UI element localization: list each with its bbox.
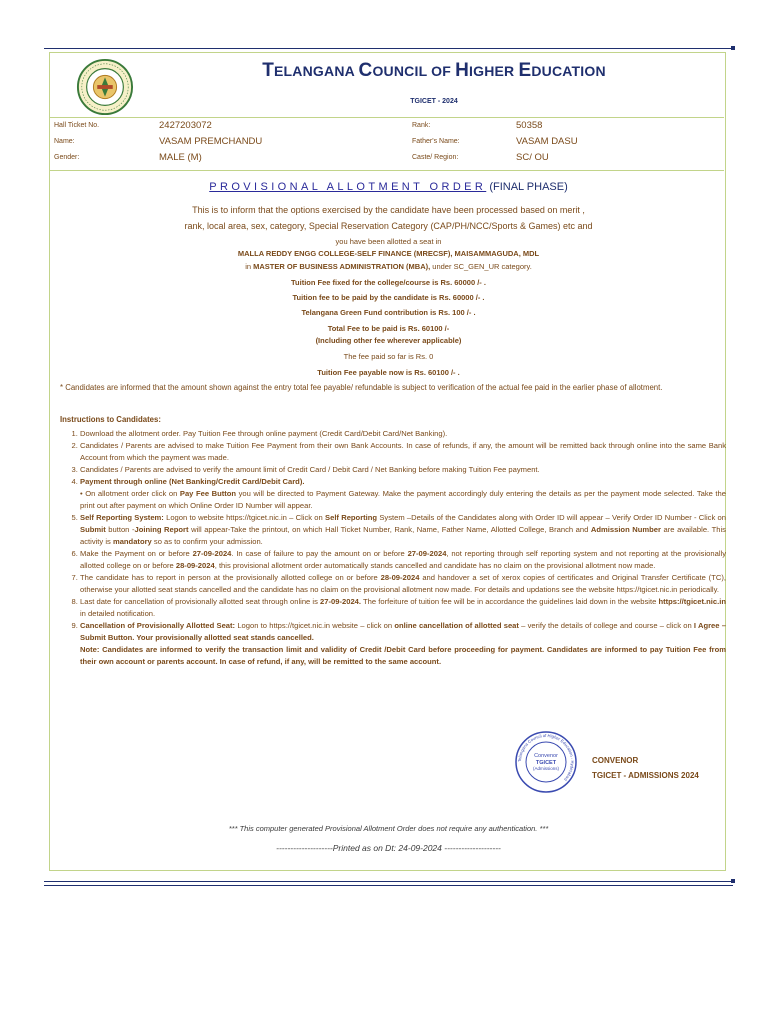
info-row xyxy=(50,118,724,134)
allotment-order-page xyxy=(44,48,733,882)
page-title: TELANGANA COUNCIL OF HIGHER EDUCATION xyxy=(262,60,606,81)
gender-value: MALE (M) xyxy=(159,152,202,163)
top-rule xyxy=(44,48,733,49)
verification-note: * Candidates are informed that the amount shown against the entry total fee payable/ refundable is subject to verification of the actual fee paid in the earlier phase of allotment. xyxy=(60,383,663,392)
course-line xyxy=(44,262,733,271)
name-label: Name: xyxy=(54,138,75,145)
svg-text:(Admissions): (Admissions) xyxy=(532,766,560,771)
svg-text:Telangana Council of Higher Ed: Telangana Council of Higher Education - Hyderabad xyxy=(516,732,576,783)
instruction-item: 2. Candidates / Parents are advised to make Tuition Fee Payment from their own Bank Accounts. In case of refunds, if any, the amount will be remitted back through online into the same Bank Account from which the payment was made. xyxy=(80,440,726,464)
info-row xyxy=(50,150,724,166)
authentication-note: *** This computer generated Provisional Allotment Order does not require any authentication. *** xyxy=(228,824,549,833)
candidate-info-table xyxy=(50,117,724,171)
course-name: MASTER OF BUSINESS ADMINISTRATION (MBA), xyxy=(253,262,431,271)
instruction-item: 5. Self Reporting System: Logon to website https://tgicet.nic.in – Click on Self Reporting System –Details of the Candidates along with Order ID will appear – Verify Order ID Number - Click on Submit button -Joining Report will appear-Take the printout, on which Hall Ticket Number, Rank, Name, Father Name, Allotted College, Branch and Admission Number are available. This activity is mandatory so as to confirm your admission. xyxy=(80,512,726,548)
printed-date: --------------------Printed as on Dt: 24-09-2024 -------------------- xyxy=(276,843,501,853)
instruction-item: 1. Download the allotment order. Pay Tuition Fee through online payment (Credit Card/Debit Card/Net Banking). xyxy=(80,428,726,440)
convenor-seal-icon xyxy=(514,730,578,794)
instruction-item: 7. The candidate has to report in person at the provisionally allotted college on or before 28-09-2024 and handover a set of xerox copies of certificates and Original Transfer Certificate (TC), otherwise your allotted seat stands cancelled and the candidate has no claim on the provisional allotment now made. For details and updations see the website https://tgicet.nic.in periodically. xyxy=(80,572,726,596)
svg-text:Convenor: Convenor xyxy=(534,753,558,759)
caste-region-label: Caste/ Region: xyxy=(412,154,459,161)
course-category: under SC_GEN_UR category. xyxy=(432,262,532,271)
caste-region-value: SC/ OU xyxy=(516,152,549,163)
allotted-line: you have been allotted a seat in xyxy=(335,237,442,246)
instruction-item: 4. Payment through online (Net Banking/Credit Card/Debit Card). • On allotment order click on Pay Fee Button you will be directed to Payment Gateway. Make the payment accordingly duly entering the details as per the payment mode selected. Take the print out after payment on which Online Order ID Number will appear. xyxy=(80,476,726,512)
council-logo-icon xyxy=(76,58,134,116)
instruction-item: 8. Last date for cancellation of provisionally allotted seat through online is 27-09-2024. The forfeiture of tuition fee will be in accordance the guidelines laid down in the website https://tgicet.nic.in in detailed notification. xyxy=(80,596,726,620)
bottom-rule-double xyxy=(44,885,733,886)
hall-ticket-label: Hall Ticket No. xyxy=(54,122,100,129)
order-heading-title: PROVISIONAL ALLOTMENT ORDER xyxy=(209,181,487,193)
intro-line-1: This is to inform that the options exercised by the candidate have been processed based on merit , xyxy=(192,205,585,215)
instruction-item: 9. Cancellation of Provisionally Allotted Seat: Logon to https://tgicet.nic.in website – click on online cancellation of allotted seat – verify the details of college and course – click on I Agree – Submit Button. Your provisionally allotted seat stands cancelled. Note: Candidates are informed to verify the transaction limit and validity of Credit /Debit Card before proceeding for payment. Candidates are informed to pay Tuition Fee from their own account or parents account. In case of refund, if any, will be remitted to the same account. xyxy=(80,620,726,668)
exam-subtitle: TGICET - 2024 xyxy=(410,98,458,105)
hall-ticket-value: 2427203072 xyxy=(159,120,212,131)
name-value: VASAM PREMCHANDU xyxy=(159,136,263,147)
fee-paid-so-far: The fee paid so far is Rs. 0 xyxy=(343,352,434,361)
order-heading xyxy=(44,181,733,193)
rank-value: 50358 xyxy=(516,120,543,131)
instructions-list xyxy=(60,428,726,668)
course-in: in xyxy=(245,262,252,271)
green-fund: Telangana Green Fund contribution is Rs. 100 /- . xyxy=(301,308,476,317)
svg-text:TGICET: TGICET xyxy=(535,760,557,766)
convenor-designation: TGICET - ADMISSIONS 2024 xyxy=(592,771,699,780)
info-row xyxy=(50,134,724,150)
other-fee-note: (Including other fee wherever applicable) xyxy=(315,336,462,345)
instructions-title: Instructions to Candidates: xyxy=(60,415,161,424)
order-phase: (FINAL PHASE) xyxy=(489,181,568,193)
father-name-value: VASAM DASU xyxy=(516,136,578,147)
rank-label: Rank: xyxy=(412,122,431,129)
fee-candidate: Tuition fee to be paid by the candidate is Rs. 60000 /- . xyxy=(292,293,485,302)
instruction-item: 6. Make the Payment on or before 27-09-2024. In case of failure to pay the amount on or before 27-09-2024, not reporting through self reporting system and not reporting at the provisionally allotted college on or before 28-09-2024, this provisional allotment order automatically stands cancelled and candidate has no claim on the provisional allotment now made. xyxy=(80,548,726,572)
total-fee: Total Fee to be paid is Rs. 60100 /- xyxy=(327,324,450,333)
bottom-rule xyxy=(44,881,733,882)
father-name-label: Father's Name: xyxy=(412,138,460,145)
gender-label: Gender: xyxy=(54,154,80,161)
fee-payable-now: Tuition Fee payable now is Rs. 60100 /- . xyxy=(317,368,460,377)
intro-line-2: rank, local area, sex, category, Special Reservation Category (CAP/PH/NCC/Sports & Games) etc and xyxy=(184,221,593,231)
instruction-item: 3. Candidates / Parents are advised to verify the amount limit of Credit Card / Debit Card / Net Banking before making Tuition Fee payment. xyxy=(80,464,726,476)
college-name: MALLA REDDY ENGG COLLEGE-SELF FINANCE (MRECSF), MAISAMMAGUDA, MDL xyxy=(237,249,540,258)
fee-fixed: Tuition Fee fixed for the college/course is Rs. 60000 /- . xyxy=(291,278,486,287)
convenor-title: CONVENOR xyxy=(592,756,639,765)
